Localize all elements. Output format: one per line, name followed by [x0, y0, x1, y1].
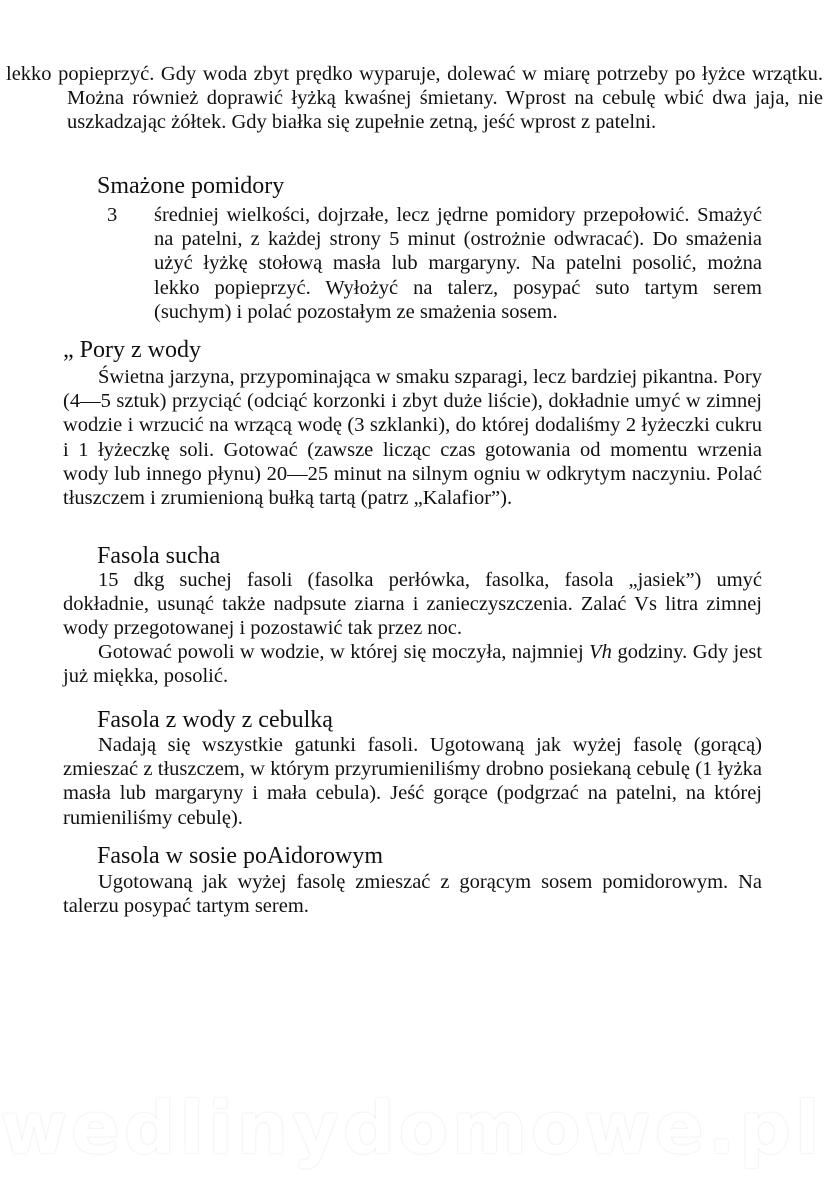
recipe-title-fasola-sucha: Fasola sucha — [97, 543, 221, 569]
italic-text: Vh — [589, 641, 612, 663]
recipe-paragraph: Ugotowaną jak wyżej fasolę zmieszać z gorącym sosem pomidorowym. Na talerzu posypać tartym serem. — [63, 871, 762, 918]
paragraph-text: godziny. Gdy jest już miękka, posolić. — [63, 641, 763, 688]
recipe-paragraph — [63, 640, 762, 688]
recipe-paragraph: Nadają się wszystkie gatunki fasoli. Ugotowaną jak wyżej fasolę (gorącą) zmieszać z tłuszczem, w którym przyrumieniliśmy drobno posiekaną cebulę (1 łyżka masła lub margaryny i mała cebula). Jeść gorące (podgrzać na patelni, na której rumieniliśmy cebulę). — [63, 734, 762, 829]
recipe-title-fasola-z-wody-z-cebulka: Fasola z wody z cebulką — [97, 707, 333, 733]
recipe-paragraph: 15 dkg suchej fasoli (fasolka perłówka, fasolka, fasola „jasiek”) umyć dokładnie, usunąć także nadpsute ziarna i zanieczyszczenia. Zalać Vs litra zimnej wody przegotowanej i pozostawić tak przez noc. — [63, 569, 762, 640]
paragraph-text: Gotować powoli w wodzie, w której się moczyła, najmniej — [98, 641, 584, 663]
recipe-paragraph: średniej wielkości, dojrzałe, lecz jędrne pomidory przepołowić. Smażyć na patelni, z każdej strony 5 minut (ostrożnie odwracać). Do smażenia użyć łyżkę stołową masła lub margaryny. Na patelni posolić, można lekko popieprzyć. Wyłożyć na talerz, posypać suto tartym serem (suchym) i polać pozostałym ze smażenia sosem. — [154, 204, 762, 323]
recipe-body-smazone-pomidory — [97, 203, 762, 324]
recipe-title-smazone-pomidory: Smażone pomidory — [97, 173, 285, 199]
recipe-title-pory-z-wody: „ Pory z wody — [63, 337, 201, 363]
intro-paragraph: lekko popieprzyć. Gdy woda zbyt prędko wyparuje, dolewać w miarę potrzeby po łyżce wrzątku. Można również doprawić łyżką kwaśnej śmietany. Wprost na cebulę wbić dwa jaja, nie uszkadzając żółtek. Gdy białka się zupełnie zetną, jeść wprost z patelni. — [6, 63, 823, 134]
recipe-title-fasola-w-sosie: Fasola w sosie poAidorowym — [97, 843, 383, 869]
watermark: wedlinydomowe.pl — [0, 1086, 824, 1170]
recipe-paragraph: Świetna jarzyna, przypominająca w smaku szparagi, lecz bardziej pikantna. Pory (4—5 sztuk) przyciąć (odciąć korzonki i zbyt duże liście), dokładnie umyć w zimnej wodzie i wrzucić na wrzącą wodę (3 szklanki), do której dodaliśmy 2 łyżeczki cukru i 1 łyżeczkę soli. Gotować (zawsze licząc czas gotowania od momentu wrzenia wody lub innego płynu) 20—25 minut na silnym ogniu w odkrytym naczyniu. Polać tłuszczem i zrumienioną bułką tartą (patrz „Kalafior”). — [63, 366, 762, 510]
recipe-quantity: 3 — [107, 204, 118, 226]
